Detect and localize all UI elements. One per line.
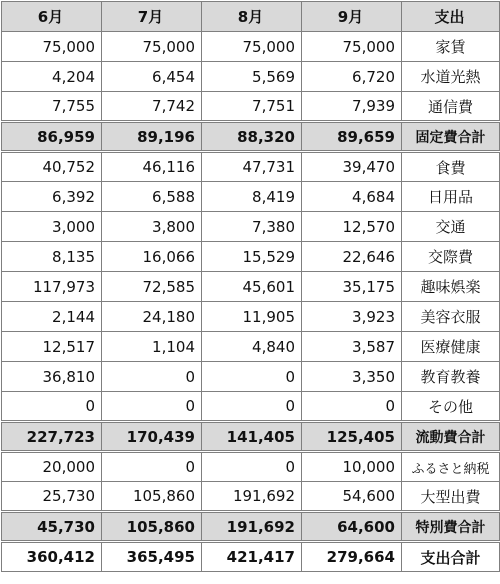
category-cell: 交通 [402,212,500,242]
amount-cell: 45,730 [2,512,102,542]
category-cell: 通信費 [402,92,500,122]
table-row [2,62,500,92]
table-row [2,392,500,422]
table-body [2,32,500,572]
amount-cell: 35,175 [302,272,402,302]
amount-cell: 3,587 [302,332,402,362]
amount-cell: 0 [202,452,302,482]
amount-cell: 0 [102,392,202,422]
amount-cell: 4,204 [2,62,102,92]
amount-cell: 47,731 [202,152,302,182]
amount-cell: 75,000 [202,32,302,62]
amount-cell: 8,135 [2,242,102,272]
table-row [2,242,500,272]
amount-cell: 365,495 [102,542,202,572]
category-cell: 交際費 [402,242,500,272]
amount-cell: 16,066 [102,242,202,272]
amount-cell: 6,392 [2,182,102,212]
category-cell: 特別費合計 [402,512,500,542]
category-cell: 趣味娯楽 [402,272,500,302]
category-cell: 日用品 [402,182,500,212]
table-row [2,32,500,62]
table-row [2,272,500,302]
table-row [2,92,500,122]
subtotal-row [2,422,500,452]
amount-cell: 421,417 [202,542,302,572]
amount-cell: 0 [302,392,402,422]
amount-cell: 40,752 [2,152,102,182]
amount-cell: 0 [202,392,302,422]
amount-cell: 12,517 [2,332,102,362]
amount-cell: 86,959 [2,122,102,152]
header-cell-june: 6月 [2,2,102,32]
amount-cell: 4,840 [202,332,302,362]
category-cell: 教育教養 [402,362,500,392]
amount-cell: 72,585 [102,272,202,302]
amount-cell: 0 [102,452,202,482]
category-cell: 水道光熱 [402,62,500,92]
amount-cell: 227,723 [2,422,102,452]
amount-cell: 5,569 [202,62,302,92]
amount-cell: 6,588 [102,182,202,212]
category-cell: ふるさと納税 [402,452,500,482]
amount-cell: 75,000 [102,32,202,62]
amount-cell: 191,692 [202,512,302,542]
category-cell: 美容衣服 [402,302,500,332]
amount-cell: 105,860 [102,512,202,542]
amount-cell: 1,104 [102,332,202,362]
table-row [2,182,500,212]
amount-cell: 279,664 [302,542,402,572]
amount-cell: 105,860 [102,482,202,512]
amount-cell: 7,751 [202,92,302,122]
header-cell-july: 7月 [102,2,202,32]
amount-cell: 10,000 [302,452,402,482]
table-row [2,152,500,182]
category-cell: その他 [402,392,500,422]
amount-cell: 125,405 [302,422,402,452]
category-cell: 家賃 [402,32,500,62]
amount-cell: 25,730 [2,482,102,512]
category-cell: 食費 [402,152,500,182]
header-cell-august: 8月 [202,2,302,32]
table-row [2,362,500,392]
amount-cell: 3,923 [302,302,402,332]
amount-cell: 3,800 [102,212,202,242]
amount-cell: 360,412 [2,542,102,572]
amount-cell: 15,529 [202,242,302,272]
table-row [2,482,500,512]
amount-cell: 45,601 [202,272,302,302]
amount-cell: 191,692 [202,482,302,512]
amount-cell: 141,405 [202,422,302,452]
amount-cell: 75,000 [302,32,402,62]
subtotal-row [2,512,500,542]
amount-cell: 89,659 [302,122,402,152]
amount-cell: 54,600 [302,482,402,512]
expense-table [1,1,500,572]
amount-cell: 24,180 [102,302,202,332]
amount-cell: 0 [2,392,102,422]
amount-cell: 0 [202,362,302,392]
amount-cell: 12,570 [302,212,402,242]
category-cell: 支出合計 [402,542,500,572]
amount-cell: 7,742 [102,92,202,122]
header-row [2,2,500,32]
header-cell-september: 9月 [302,2,402,32]
amount-cell: 75,000 [2,32,102,62]
amount-cell: 22,646 [302,242,402,272]
amount-cell: 39,470 [302,152,402,182]
amount-cell: 88,320 [202,122,302,152]
amount-cell: 7,755 [2,92,102,122]
category-cell: 医療健康 [402,332,500,362]
amount-cell: 6,720 [302,62,402,92]
header-cell-category: 支出 [402,2,500,32]
amount-cell: 6,454 [102,62,202,92]
table-row [2,212,500,242]
category-cell: 流動費合計 [402,422,500,452]
amount-cell: 3,000 [2,212,102,242]
amount-cell: 36,810 [2,362,102,392]
amount-cell: 117,973 [2,272,102,302]
amount-cell: 7,380 [202,212,302,242]
amount-cell: 8,419 [202,182,302,212]
amount-cell: 2,144 [2,302,102,332]
table-row [2,332,500,362]
amount-cell: 0 [102,362,202,392]
category-cell: 固定費合計 [402,122,500,152]
table-row [2,302,500,332]
amount-cell: 170,439 [102,422,202,452]
amount-cell: 89,196 [102,122,202,152]
subtotal-row [2,122,500,152]
amount-cell: 64,600 [302,512,402,542]
table-row [2,452,500,482]
amount-cell: 46,116 [102,152,202,182]
amount-cell: 7,939 [302,92,402,122]
amount-cell: 4,684 [302,182,402,212]
category-cell: 大型出費 [402,482,500,512]
amount-cell: 20,000 [2,452,102,482]
amount-cell: 11,905 [202,302,302,332]
amount-cell: 3,350 [302,362,402,392]
total-row [2,542,500,572]
